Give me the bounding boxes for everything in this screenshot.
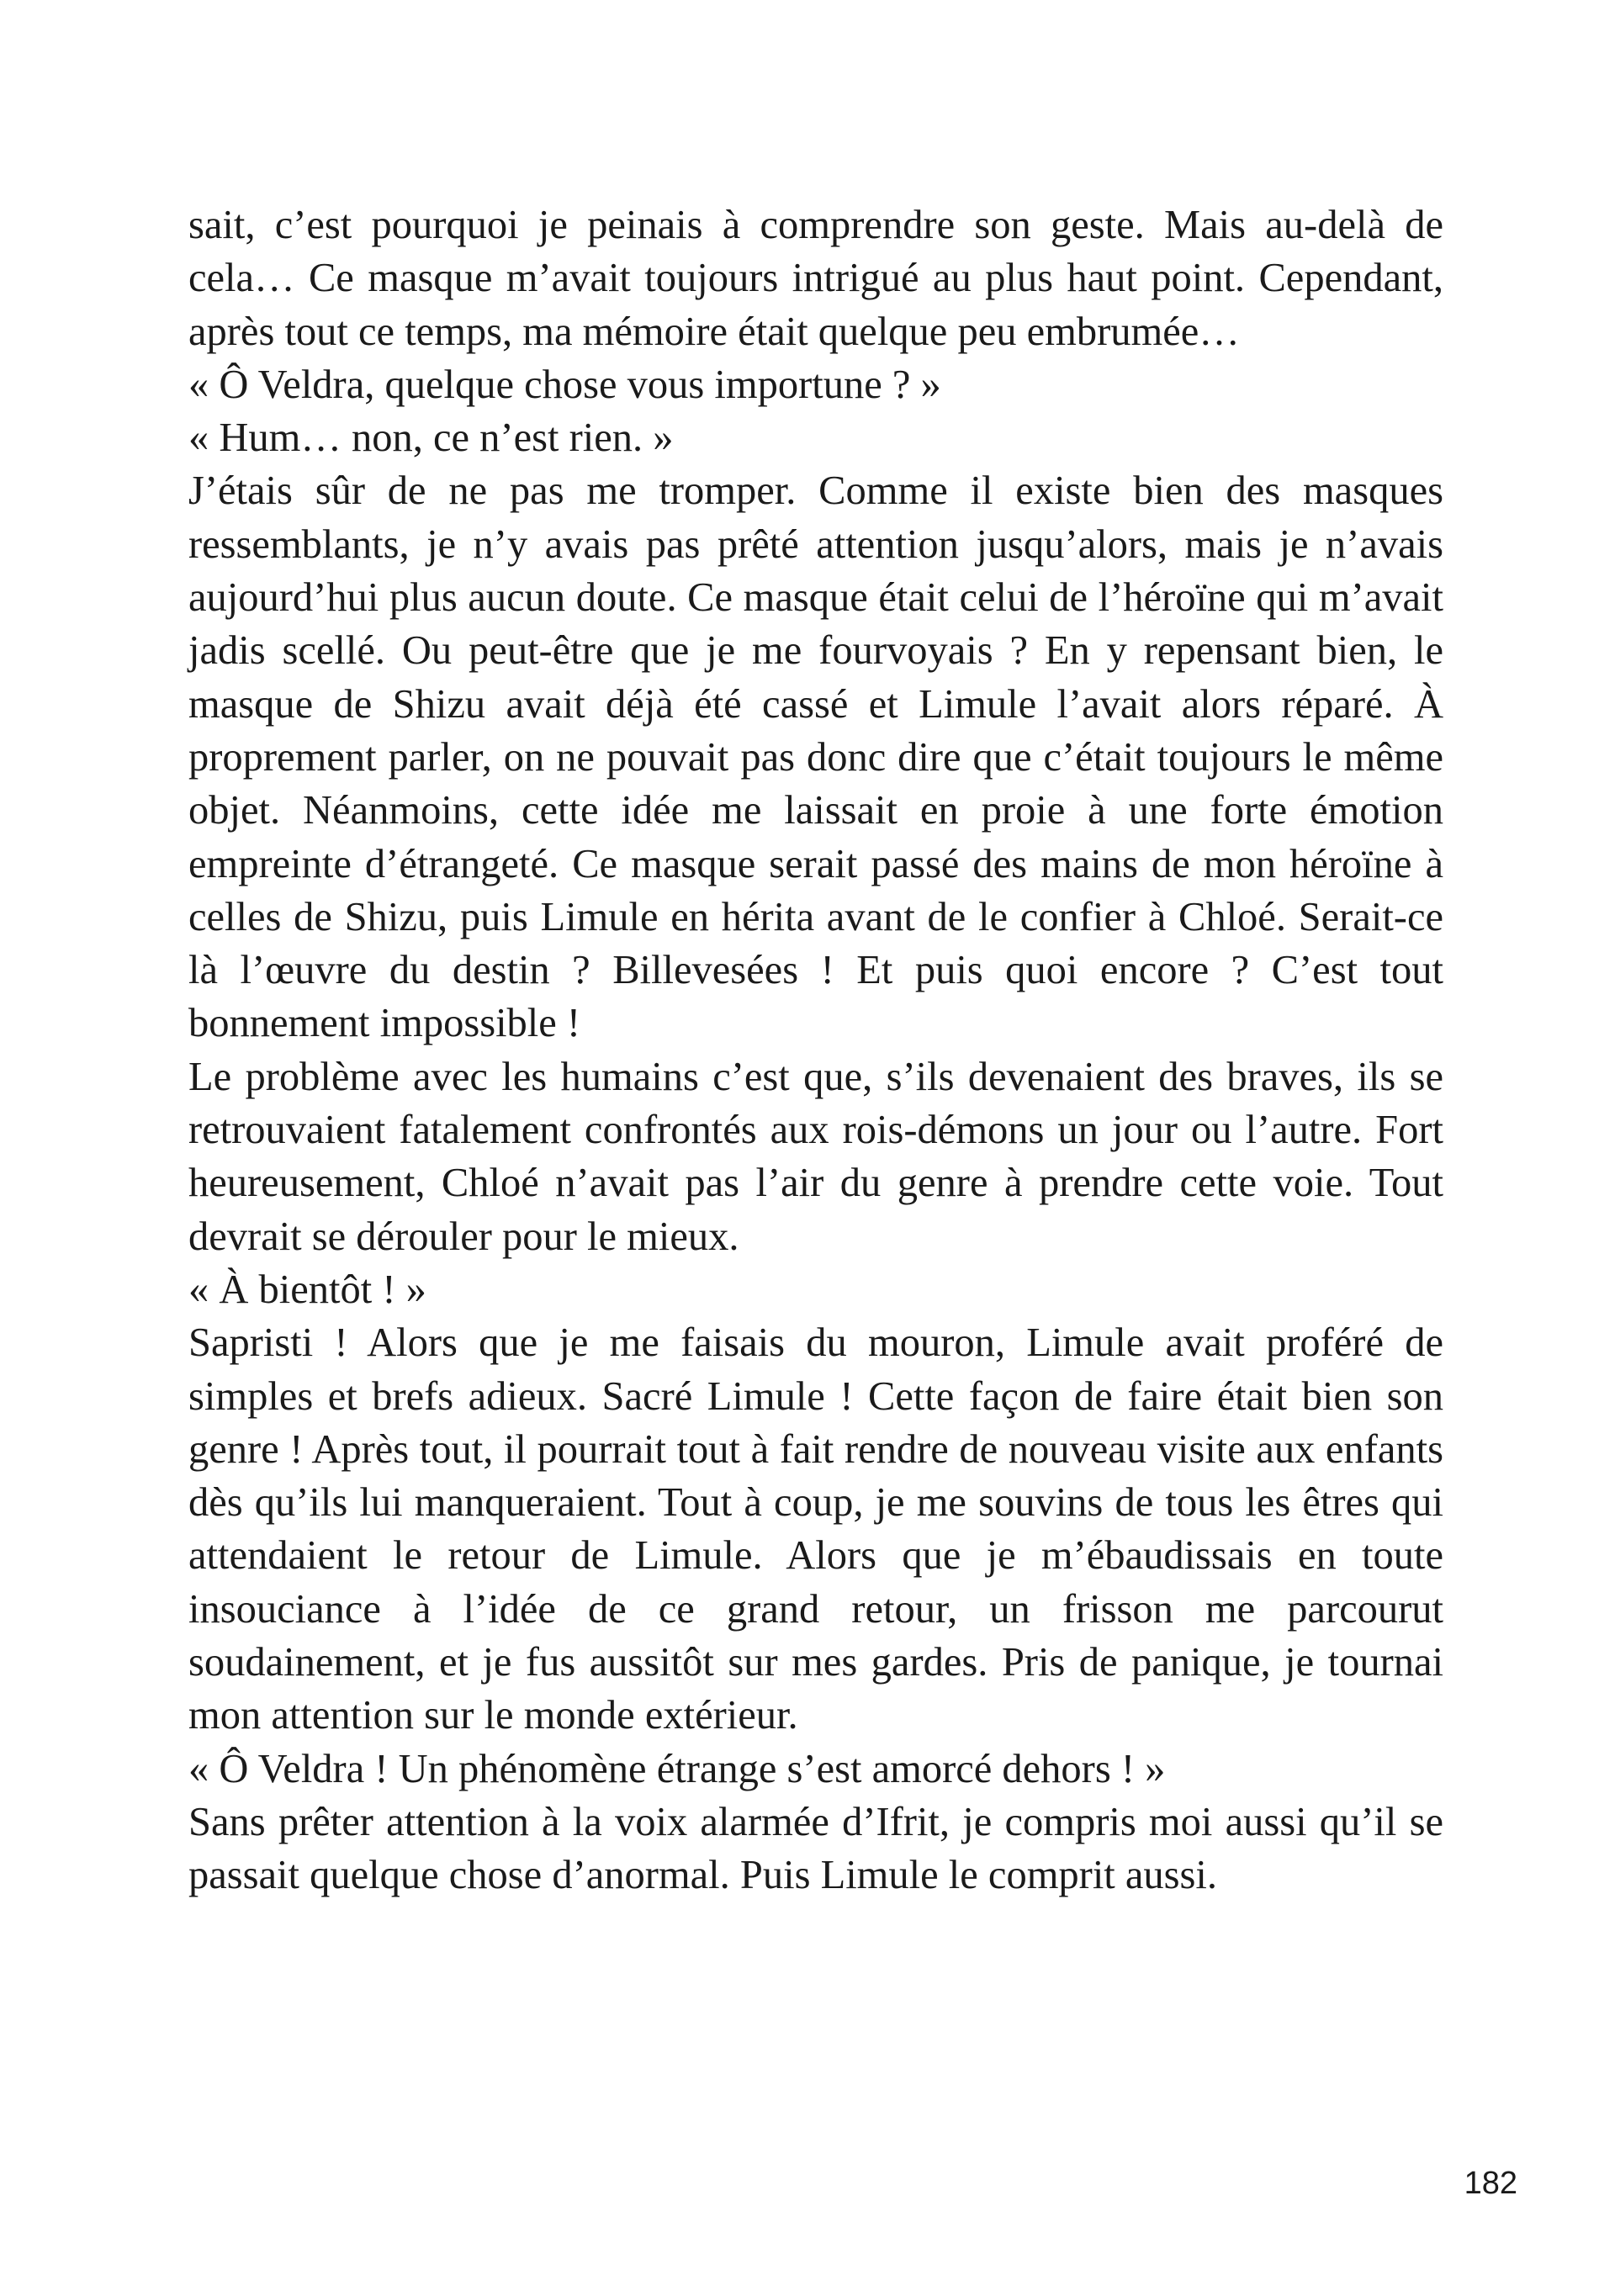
- dialogue-line: « Hum… non, ce n’est rien. »: [188, 415, 674, 461]
- dialogue-line: « Ô Veldra ! Un phénomène étrange s’est amorcé dehors ! »: [188, 1746, 1166, 1791]
- dialogue-line: « Ô Veldra, quelque chose vous importune ? »: [188, 362, 941, 407]
- body-text: [188, 198, 1443, 1902]
- paragraph: sait, c’est pourquoi je peinais à comprendre son geste. Mais au-delà de cela… Ce masque m’avait toujours intrigué au plus haut point. Cependant, après tout ce temps, ma mémoire était quelque peu embrumée…: [188, 203, 1443, 354]
- paragraph: Le problème avec les humains c’est que, s’ils devenaient des braves, ils se retrouvaient fatalement confrontés aux rois-démons un jour ou l’autre. Fort heureusement, Chloé n’avait pas l’air du genre à prendre cette voie. Tout devrait se dérouler pour le mieux.: [188, 1054, 1443, 1259]
- paragraph: J’étais sûr de ne pas me tromper. Comme il existe bien des masques ressemblants, je n’y avais pas prêté attention jusqu’alors, mais je n’avais aujourd’hui plus aucun doute. Ce masque était celui de l’héroïne qui m’avait jadis scellé. Ou peut-être que je me fourvoyais ? En y repensant bien, le masque de Shizu avait déjà été cassé et Limule l’avait alors réparé. À proprement parler, on ne pouvait pas donc dire que c’était toujours le même objet. Néanmoins, cette idée me laissait en proie à une forte émotion empreinte d’étrangeté. Ce masque serait passé des mains de mon héroïne à celles de Shizu, puis Limule en hérita avant de le confier à Chloé. Serait-ce là l’œuvre du destin ? Billevesées ! Et puis quoi encore ? C’est tout bonnement impossible !: [188, 468, 1443, 1046]
- dialogue-line: « À bientôt ! »: [188, 1267, 426, 1312]
- page-number: 182: [1464, 2166, 1517, 2201]
- paragraph: Sapristi ! Alors que je me faisais du mouron, Limule avait proféré de simples et brefs adieux. Sacré Limule ! Cette façon de faire était bien son genre ! Après tout, il pourrait tout à fait rendre de nouveau visite aux enfants dès qu’ils lui manqueraient. Tout à coup, je me souvins de tous les êtres qui attendaient le retour de Limule. Alors que je m’ébaudissais en toute insouciance à l’idée de ce grand retour, un frisson me parcourut soudainement, et je fus aussitôt sur mes gardes. Pris de panique, je tournai mon attention sur le monde extérieur.: [188, 1320, 1443, 1738]
- paragraph: Sans prêter attention à la voix alarmée d’Ifrit, je compris moi aussi qu’il se passait quelque chose d’anormal. Puis Limule le comprit aussi.: [188, 1799, 1443, 1898]
